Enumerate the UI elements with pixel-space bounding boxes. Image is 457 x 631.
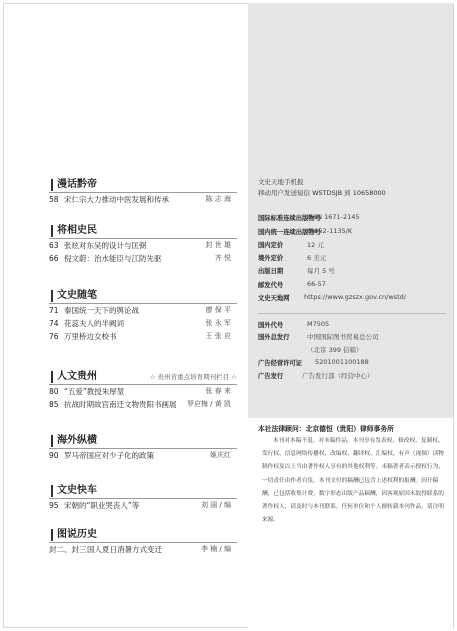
section-marker <box>51 179 53 191</box>
toc-section <box>49 434 237 462</box>
page-number: 74 <box>49 319 59 328</box>
article-title: “五爱”教授朱厚堃 <box>64 387 125 396</box>
article-author: 齐 悦 <box>214 254 231 262</box>
page-number: 71 <box>49 306 59 315</box>
info-label: 广告经营许可证 <box>258 360 303 367</box>
article-author: 姬庆红 <box>210 451 231 459</box>
article-title: 抗战时期故宫南迁文物贵阳书画展 <box>64 400 177 409</box>
toc-entry <box>49 304 237 317</box>
info-value: 每月 5 号 <box>307 267 335 275</box>
info-label: 国内定价 <box>258 242 284 249</box>
info-value: CN 52-1135/K <box>307 227 353 235</box>
section-header <box>49 370 237 385</box>
toc-entry <box>49 543 237 556</box>
article-title: 花蕊夫人的半阙词 <box>64 319 124 328</box>
toc-section <box>49 370 237 411</box>
page-number: 58 <box>49 195 59 204</box>
toc-entry <box>49 317 237 330</box>
divider <box>258 313 446 314</box>
page-number: 76 <box>49 332 59 341</box>
toc-section <box>49 178 237 206</box>
section-marker <box>51 290 53 302</box>
article-title: 倪文蔚：治水能臣与江防先驱 <box>64 254 162 263</box>
section-marker <box>51 529 53 541</box>
info-label: 邮发代号 <box>258 282 284 289</box>
info-label: 国外总发行 <box>258 334 290 341</box>
toc-section <box>49 289 237 343</box>
section-title: 人文贵州 <box>57 371 97 382</box>
section-header <box>49 528 237 543</box>
article-title: 秦国统一天下的舆论战 <box>64 306 139 315</box>
toc-section <box>49 484 237 512</box>
page-number: 80 <box>49 387 59 396</box>
info-value: 广告发行部（经营中心） <box>302 372 374 380</box>
info-label: 文史天地网 <box>258 295 290 302</box>
article-title: 罗马帝国应对少子化的政策 <box>64 451 154 460</box>
info-value: https://www.gzszx.gov.cn/wstd/ <box>304 293 406 301</box>
section-marker <box>51 435 53 447</box>
info-label: 广告发行 <box>258 373 284 380</box>
info-value: 5201001100188 <box>315 358 369 366</box>
article-title: 国人夏日消暑方式变迁 <box>87 545 162 554</box>
page-number: 封二、封三 <box>49 545 87 554</box>
article-author: 陈 志 海 <box>205 195 231 203</box>
info-label: 境外定价 <box>258 255 284 262</box>
page-number: 95 <box>49 501 59 510</box>
info-value: 6 美元 <box>307 254 327 262</box>
page-number: 66 <box>49 254 59 263</box>
article-author: 封 世 雄 <box>205 241 231 249</box>
info-value: 66-57 <box>307 280 326 288</box>
info-label: 国际标准连续出版物号 <box>258 215 321 222</box>
info-value: 12 元 <box>307 241 324 249</box>
section-note: ☆ 贵州省重点培育期刊栏目 ☆ <box>149 373 237 381</box>
toc-entry <box>49 449 237 462</box>
section-marker <box>51 371 53 383</box>
section-title: 海外纵横 <box>57 435 97 446</box>
article-author: 廖 保 平 <box>205 306 231 314</box>
section-header <box>49 434 237 449</box>
info-label: 国外代号 <box>258 322 284 329</box>
article-title: 宋朝的“职业哭丧人”等 <box>64 501 140 510</box>
section-header <box>49 224 237 239</box>
article-author: 刘 丽 / 编 <box>200 501 231 509</box>
section-marker <box>51 225 53 237</box>
section-title: 将相史民 <box>57 225 97 236</box>
info-value: （北京 399 信箱） <box>307 346 363 354</box>
toc-entry <box>49 330 237 343</box>
section-header <box>49 178 237 193</box>
toc-entry <box>49 499 237 512</box>
article-title: 万里桥边女校书 <box>64 332 117 341</box>
section-title: 文史快车 <box>57 485 97 496</box>
section-header <box>49 289 237 304</box>
section-title: 图说历史 <box>57 529 97 540</box>
info-label: 国内统一连续出版物号 <box>258 229 321 236</box>
toc-entry <box>49 252 237 265</box>
toc-section <box>49 528 237 556</box>
info-value: ISSN 1671-2145 <box>307 213 360 221</box>
section-title: 文史随笔 <box>57 290 97 301</box>
page-number: 90 <box>49 451 59 460</box>
article-author: 李 楠 / 编 <box>200 545 231 553</box>
toc-entry <box>49 398 237 411</box>
article-title: 张炫对东吴的设计与匡弼 <box>64 241 147 250</box>
toc-entry <box>49 385 237 398</box>
section-header <box>49 484 237 499</box>
section-marker <box>51 485 53 497</box>
legal-notice: 本刊对本稿不退。对未稿件品，本刊享有发表权、修改权、复制权、发行权、信息网络传播权、改编权、翻译权、汇编权、有声（视频）读物制作权及以上当由著作权人享有的其他权利等。未稿著者表示授权行为，一切责任由作者自负。本刊支付的稿酬已包含上述权利的报酬。因开稿酬，已包括收集计费、数字形态出版产品稿酬，因客观原因未取得联系的著作权人，请及时与本刊联系。任何单位和个人擅转载本刊作品，请注明来源。 <box>262 438 444 524</box>
info-value: M7505 <box>307 320 330 328</box>
toc-entry <box>49 193 237 206</box>
article-author: 张 春 来 <box>205 387 231 395</box>
toc-section <box>49 224 237 265</box>
mobile-line-1: 文史天地手机报 <box>258 178 304 186</box>
info-value: 中国国际图书贸易总公司 <box>307 333 379 341</box>
page-number: 85 <box>49 400 59 409</box>
toc-entry <box>49 239 237 252</box>
page-number: 63 <box>49 241 59 250</box>
article-author: 罗应梅 / 黄 凯 <box>186 400 231 408</box>
article-title: 宋仁宗大力推动中医发展和传承 <box>64 195 169 204</box>
mobile-line-2: 移动用户发送短信 WSTDSJB 到 10658000 <box>258 189 386 197</box>
article-author: 张 永 军 <box>205 319 231 327</box>
article-author: 王 张 应 <box>205 332 231 340</box>
section-title: 漫话黔帝 <box>57 179 97 190</box>
legal-counsel-title: 本社法律顾问：北京德恒（贵阳）律师事务所 <box>258 425 394 433</box>
info-label: 出版日期 <box>258 268 284 275</box>
